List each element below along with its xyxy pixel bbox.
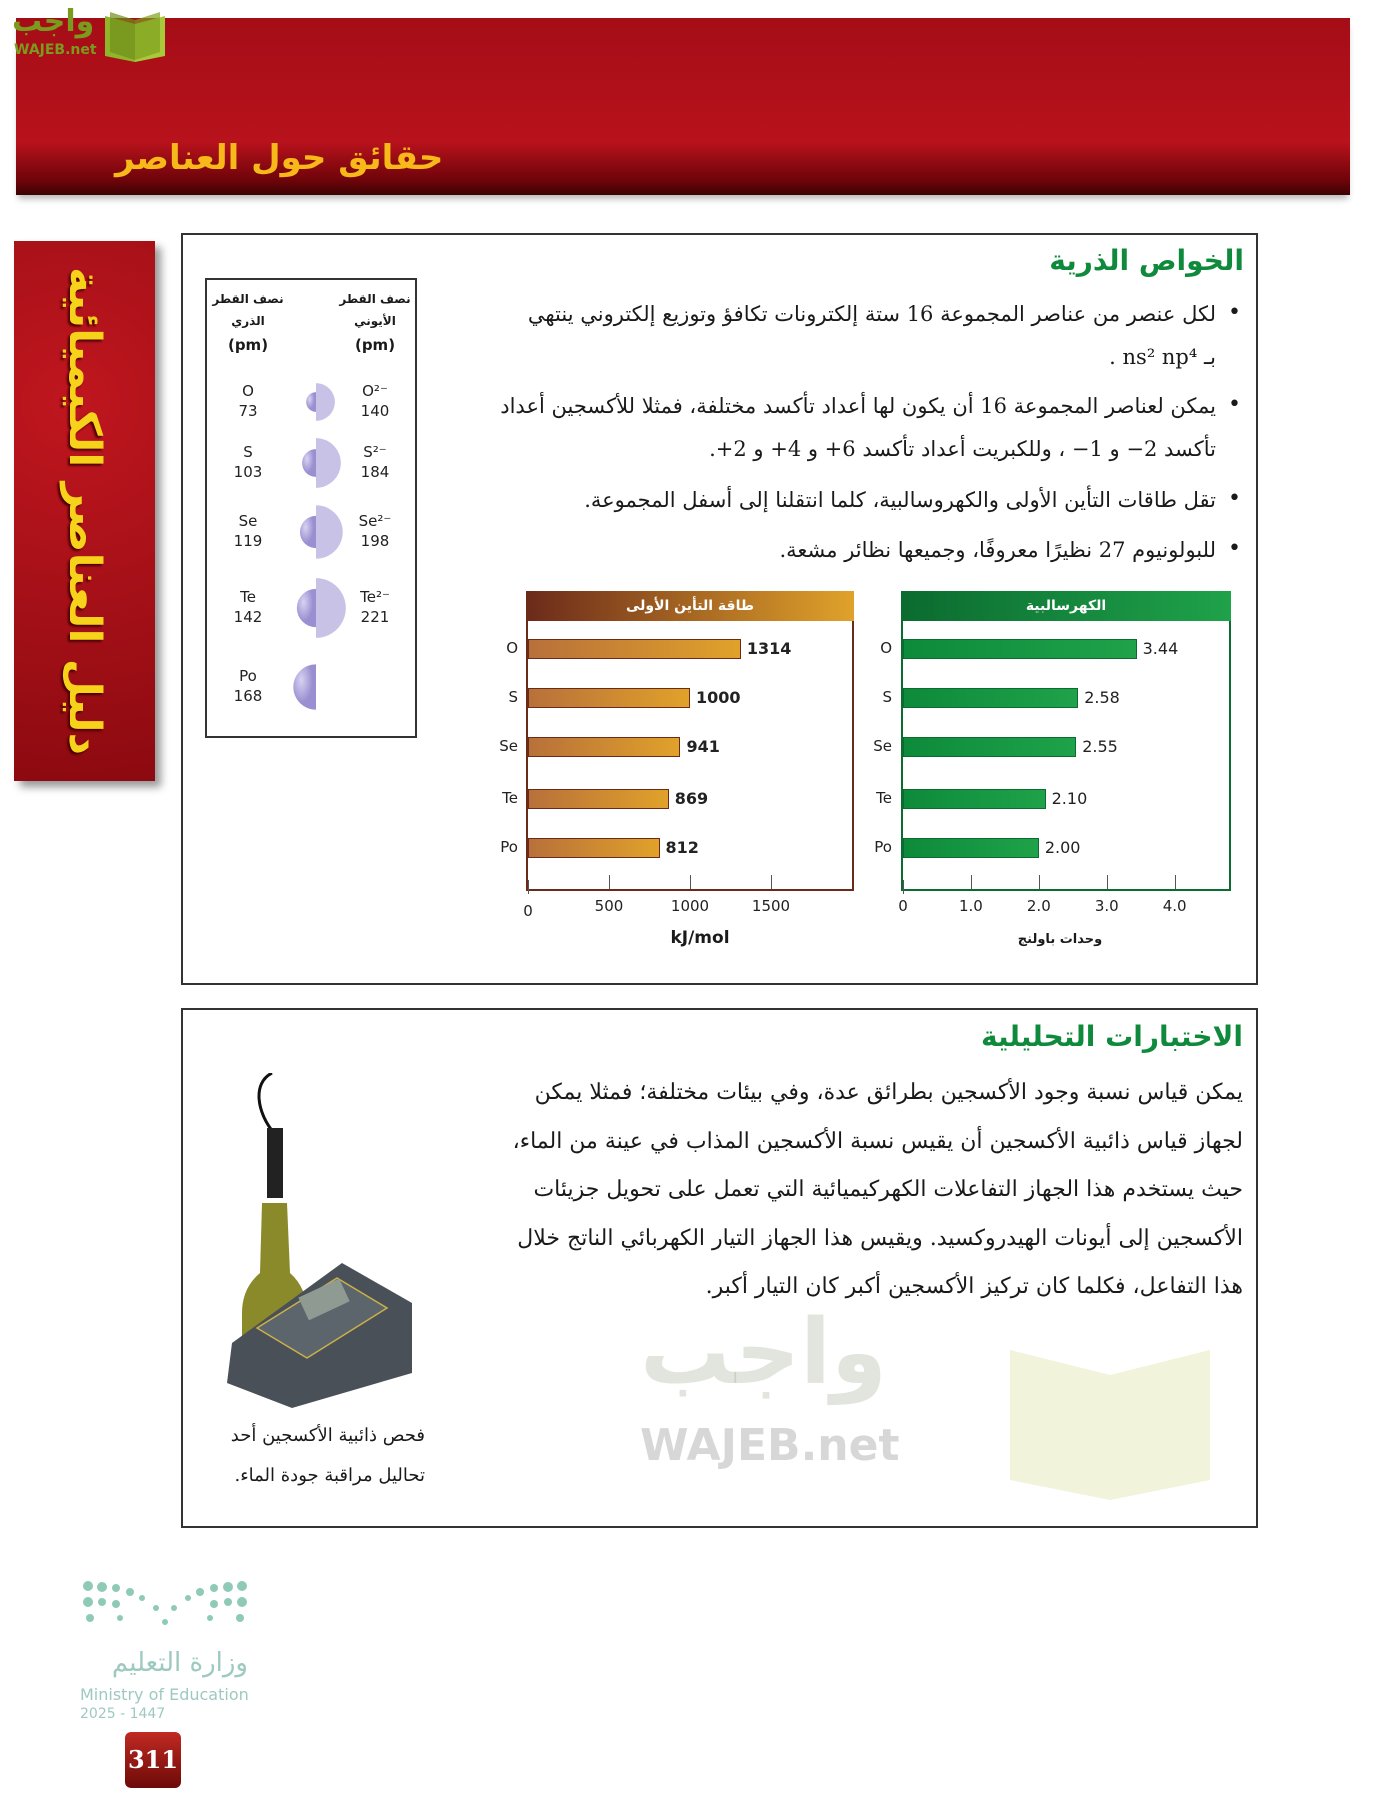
atomic-symbol: Te bbox=[240, 588, 256, 606]
ionic-radius-header-0: نصف القطر bbox=[339, 292, 411, 306]
chart-1-bar-Te bbox=[903, 789, 1046, 809]
radius-sphere-icon bbox=[276, 492, 356, 572]
chart-1-category-label: O bbox=[880, 639, 892, 657]
bullet-3-line-0: للبولونيوم 27 نظيرًا معروفًا، وجميعها نظائر مشعة. bbox=[779, 538, 1216, 562]
chart-1-value-label: 2.58 bbox=[1084, 688, 1120, 707]
ion-symbol: Se²⁻ bbox=[358, 512, 392, 530]
bullet-0-line-1: بـ ns² np⁴ . bbox=[1109, 345, 1216, 369]
ministry-name-en: Ministry of Education bbox=[80, 1685, 249, 1704]
chart-0-axis-label: kJ/mol bbox=[670, 928, 730, 948]
logo-subtext: WAJEB.net bbox=[14, 42, 97, 58]
bullet-1-line-0: يمكن لعناصر المجموعة 16 أن يكون لها أعداد تأكسد مختلفة، فمثلا للأكسجين أعداد bbox=[500, 394, 1216, 418]
chart-0-tick-mark bbox=[690, 875, 691, 889]
chart-1-category-label: Se bbox=[873, 737, 892, 755]
chart-0-value-label: 1000 bbox=[696, 688, 741, 707]
chart-0-category-label: Te bbox=[502, 789, 518, 807]
watermark-subtext: WAJEB.net bbox=[640, 1420, 900, 1471]
bullet-2-line-0: تقل طاقات التأين الأولى والكهروسالبية، كلما انتقلنا إلى أسفل المجموعة. bbox=[584, 488, 1216, 512]
atomic-radius-value: 142 bbox=[233, 608, 263, 626]
chart-0-category-label: Se bbox=[499, 737, 518, 755]
page-number: 311 bbox=[125, 1732, 181, 1788]
photo-caption-line-2: تحاليل مراقبة جودة الماء. bbox=[234, 1465, 425, 1486]
ion-symbol: O²⁻ bbox=[362, 382, 388, 400]
chart-1-tick-label: 1.0 bbox=[958, 897, 983, 915]
chart-1-bar-Se bbox=[903, 737, 1076, 757]
ionic-radius-value: 198 bbox=[360, 532, 390, 550]
ionic-radius-value: 221 bbox=[360, 608, 390, 626]
chart-0-bar-Se bbox=[528, 737, 680, 757]
logo-text: واجب bbox=[12, 4, 95, 39]
chart-1-category-label: S bbox=[882, 688, 892, 706]
chart-0-value-label: 941 bbox=[686, 737, 720, 756]
analysis-line-1: لجهاز قياس ذائبية الأكسجين أن يقيس نسبة الأكسجين المذاب في عينة من الماء، bbox=[512, 1128, 1243, 1154]
chart-1-value-label: 2.10 bbox=[1051, 789, 1088, 808]
atomic-radius-value: 119 bbox=[233, 532, 263, 550]
photo-caption-line-1: فحص ذائبية الأكسجين أحد bbox=[230, 1425, 425, 1446]
atomic-radius-value: 103 bbox=[233, 463, 263, 481]
atomic-symbol: O bbox=[242, 382, 254, 400]
chart-0-category-label: S bbox=[508, 688, 518, 706]
chart-1-bar-Po bbox=[903, 838, 1039, 858]
chart-0-tick-mark bbox=[528, 880, 529, 894]
chart-0-tick-label: 1000 bbox=[670, 897, 710, 915]
chart-1-tick-label: 4.0 bbox=[1162, 897, 1187, 915]
edition-year: 2025 - 1447 bbox=[80, 1706, 166, 1722]
ion-symbol: Te²⁻ bbox=[360, 588, 390, 606]
chart-1-title: الكهرسالبية bbox=[901, 591, 1231, 621]
chart-1-tick-mark bbox=[1107, 875, 1108, 889]
ionic-radius-header-1: الأيوني bbox=[354, 314, 396, 328]
radius-sphere-icon bbox=[276, 423, 356, 503]
chart-1-tick-label: 3.0 bbox=[1094, 897, 1119, 915]
chart-1-value-label: 2.00 bbox=[1044, 838, 1081, 857]
chart-0-tick-label: 1500 bbox=[751, 897, 791, 915]
chart-1-tick-mark bbox=[971, 875, 972, 889]
analysis-line-2: حيث يستخدم هذا الجهاز التفاعلات الكهركيميائية التي تعمل على تحويل جزيئات bbox=[533, 1177, 1243, 1202]
analysis-line-3: الأكسجين إلى أيونات الهيدروكسيد. ويقيس هذا الجهاز التيار الكهربائي الناتج خلال bbox=[517, 1225, 1243, 1251]
ministry-logo-dots bbox=[80, 1578, 250, 1638]
side-tab-label: دليل العناصر الكيميائية bbox=[59, 266, 110, 756]
chart-1-tick-label: 2.0 bbox=[1026, 897, 1051, 915]
atomic-symbol: S bbox=[243, 443, 253, 461]
chart-1-category-label: Po bbox=[874, 838, 892, 856]
chart-1-tick-mark bbox=[903, 880, 904, 894]
bullet-1-line-1: تأكسد 2− و 1− ، وللكبريت أعداد تأكسد 6+ و 4+ و 2+. bbox=[709, 437, 1216, 461]
watermark-book-icon bbox=[1000, 1330, 1220, 1500]
chart-0-title: طاقة التأين الأولى bbox=[526, 591, 854, 621]
chart-1-value-label: 2.55 bbox=[1082, 737, 1118, 756]
chart-1-category-label: Te bbox=[876, 789, 892, 807]
bullet-dot: • bbox=[1228, 392, 1241, 417]
chart-1-bar-O bbox=[903, 639, 1137, 659]
chart-0-bar-S bbox=[528, 688, 690, 708]
bullet-dot: • bbox=[1228, 486, 1241, 511]
oxygen-meter-photo bbox=[212, 1073, 427, 1413]
bullet-dot: • bbox=[1228, 300, 1241, 325]
header-title: حقائق حول العناصر bbox=[115, 138, 444, 178]
analytical-tests-title: الاختبارات التحليلية bbox=[980, 1020, 1243, 1053]
chart-0-value-label: 869 bbox=[674, 789, 709, 808]
analysis-line-4: هذا التفاعل، فكلما كان تركيز الأكسجين أكبر كان التيار أكبر. bbox=[705, 1274, 1243, 1299]
chart-1-tick-label: 0 bbox=[898, 897, 908, 915]
chart-0-bar-Po bbox=[528, 838, 660, 858]
ionic-radius-header-2: (pm) bbox=[354, 336, 396, 354]
chart-0-tick-mark bbox=[609, 875, 610, 889]
chart-0-bar-Te bbox=[528, 789, 669, 809]
chart-1-tick-mark bbox=[1039, 875, 1040, 889]
chart-0-tick-mark bbox=[771, 875, 772, 889]
chart-0-category-label: Po bbox=[500, 838, 518, 856]
ministry-name-ar: وزارة التعليم bbox=[111, 1648, 248, 1678]
atomic-properties-title: الخواص الذرية bbox=[1049, 244, 1244, 277]
chart-0-tick-label: 500 bbox=[594, 897, 624, 915]
chart-1-tick-mark bbox=[1175, 875, 1176, 889]
atomic-symbol: Se bbox=[238, 512, 258, 530]
chart-0-tick-label: 0 bbox=[523, 902, 533, 920]
atomic-symbol: Po bbox=[239, 667, 257, 685]
analysis-line-0: يمكن قياس نسبة وجود الأكسجين بطرائق عدة، وفي بيئات مختلفة؛ فمثلا يمكن bbox=[534, 1080, 1243, 1105]
atomic-radius-header-0: نصف القطر bbox=[212, 292, 284, 306]
radius-sphere-icon bbox=[276, 568, 356, 648]
chart-1-axis-label: وحدات باولنج bbox=[1017, 932, 1103, 947]
ionic-radius-value: 184 bbox=[360, 463, 390, 481]
radius-sphere-icon bbox=[276, 647, 356, 727]
chart-0-value-label: 812 bbox=[665, 838, 699, 857]
chart-0-bar-O bbox=[528, 639, 741, 659]
atomic-radius-header-2: (pm) bbox=[227, 336, 269, 354]
ion-symbol: S²⁻ bbox=[363, 443, 387, 461]
chart-0-category-label: O bbox=[506, 639, 518, 657]
side-tab-label-wrap bbox=[14, 241, 155, 781]
watermark-text: واجب bbox=[640, 1300, 887, 1405]
atomic-radius-header-1: الذري bbox=[231, 314, 265, 328]
atomic-radius-value: 168 bbox=[233, 687, 263, 705]
atomic-radius-value: 73 bbox=[238, 402, 258, 420]
bullet-dot: • bbox=[1228, 536, 1241, 561]
bullet-0-line-0: لكل عنصر من عناصر المجموعة 16 ستة إلكترونات تكافؤ وتوزيع إلكتروني ينتهي bbox=[527, 302, 1216, 326]
chart-1-value-label: 3.44 bbox=[1142, 639, 1179, 658]
chart-1-bar-S bbox=[903, 688, 1078, 708]
ionic-radius-value: 140 bbox=[360, 402, 390, 420]
chart-0-value-label: 1314 bbox=[746, 639, 792, 658]
